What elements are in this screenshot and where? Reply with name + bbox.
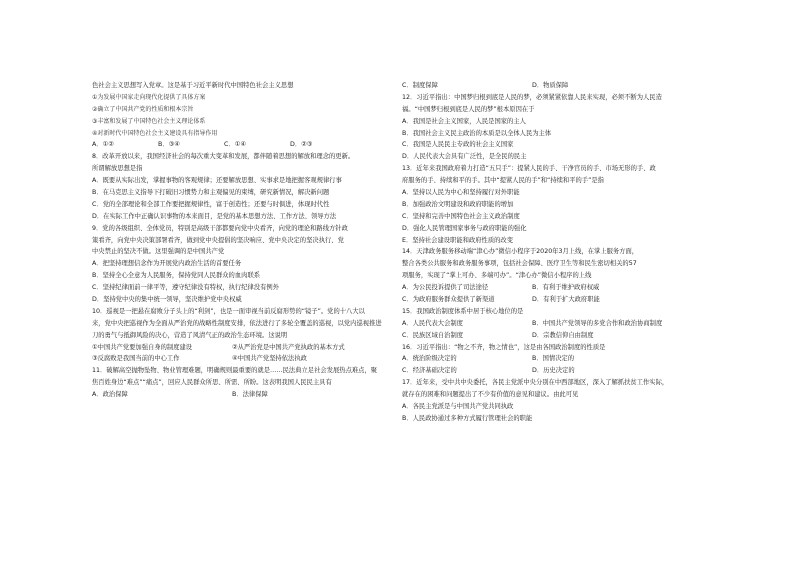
q12-block [402, 92, 720, 163]
q10-item-2: ②从严治党是中国共产党执政的基本方式 [232, 343, 345, 351]
q7-options [92, 139, 437, 151]
left-column [92, 80, 437, 401]
q13-option-b[interactable]: B．加强政治文明建设和政府职能的增加 [402, 200, 514, 208]
q10-item-3: ③反腐败是我国当前的中心工作 [92, 355, 180, 363]
q8-block [92, 151, 437, 222]
q8-option-c[interactable]: C．党的全部理论和全部工作要把握规律性，富于创造性；还要与时俱进，体现时代性 [92, 200, 330, 208]
q10-items-row-2 [92, 353, 437, 365]
q13-option-a[interactable]: A．坚持以人民为中心和坚持履行对外职能 [402, 189, 520, 197]
q12-option-d[interactable]: D．人民代表大会具有广泛性，是全民的民主 [402, 153, 527, 161]
q17-option-b[interactable]: B．人民政协通过多种方式履行管理社会的职能 [402, 414, 533, 422]
q7-item-4: ④对新时代中国特色社会主义建设具有指导作用 [92, 129, 218, 137]
q8-option-a[interactable]: A．既要从实际出发，掌握事物的客观规律；还要解放思想、实事求是地把握客观规律行事 [92, 177, 342, 185]
q7-block [92, 80, 437, 151]
q14-option-d[interactable]: D．有利于扩大政府职能 [532, 296, 600, 304]
q8-option-b[interactable]: B．在马克思主义指导下打破旧习惯势力和主观偏见的束缚，研究新情况，解决新问题 [92, 189, 330, 197]
q14-stem-3: 项服务，实现了“掌上可办、多端可办”。“津心办”微信小程序的上线 [402, 272, 592, 280]
q9-block [92, 223, 437, 306]
q7-item-3: ③丰富和发展了中国特色社会主义理论体系 [92, 117, 206, 125]
q14-options-row-1 [402, 282, 720, 294]
q10-item-1: ①中国共产党要加强自身的制度建设 [92, 343, 193, 351]
q16-option-b[interactable]: B．国情决定的 [532, 355, 575, 363]
q15-option-b[interactable]: B．中国共产党领导的多党合作和政治协商制度 [532, 319, 663, 327]
q9-stem-1: 9．党的各级组织、全体党员，特别是高级干部都要向党中央看齐，向党的理论和路线方针政 [92, 224, 348, 232]
q7-item-1: ①为发展中国家走向现代化提供了具体方案 [92, 93, 206, 101]
q13-option-d[interactable]: D．强化人民管理国家事务与政府职能的强化 [402, 224, 527, 232]
q15-options-row-1 [402, 318, 720, 330]
q8-option-d[interactable]: D．在实际工作中正确认识事物的本来面目，是党的基本思想方法、工作方法、领导方法 [92, 212, 337, 220]
q7-option-d[interactable]: D．②③ [290, 141, 313, 149]
q14-stem-2: 整合各类公共服务和政务服务事项，包括社会保障、医疗卫生等和民生密切相关的57 [402, 260, 637, 268]
q17-stem-2: 就存在的困难和问题提出了不少有价值的意见和建议。由此可见 [402, 391, 579, 399]
q7-item-2: ②确立了中国共产党的性质和根本宗旨 [92, 105, 194, 113]
q10-item-4: ④中国共产党坚持依法执政 [232, 355, 307, 363]
q16-block [402, 342, 720, 378]
q16-options-row-1 [402, 353, 720, 365]
q11-option-d[interactable]: D．物质保障 [532, 82, 569, 89]
q10-items-row-1 [92, 342, 437, 354]
q15-options-row-2 [402, 330, 720, 342]
q11-option-a[interactable]: A．政治保障 [92, 391, 128, 399]
q15-block [402, 306, 720, 342]
q12-option-a[interactable]: A．我国是社会主义国家，人民是国家的主人 [402, 117, 526, 125]
q14-option-a[interactable]: A．为公民投诉提供了司法途径 [402, 284, 489, 292]
q10-block [92, 306, 437, 365]
q14-option-b[interactable]: B．有利于维护政府权威 [532, 284, 600, 292]
q11-options [92, 389, 437, 401]
q13-option-e[interactable]: E．坚持社会建设职能和政府性质的改变 [402, 236, 514, 244]
q11-option-b[interactable]: B．法律保障 [232, 391, 268, 399]
q12-stem-2: 福。“中国梦归根到底是人民的梦”根本原因在于 [402, 105, 535, 113]
q7-stem-tail: 色社会主义思想写入党章。这是基于习近平新时代中国特色社会主义思想 [92, 82, 294, 89]
q14-stem-1: 14．天津政务服务移动端“津心办”微信小程序于2020年3月上线，在掌上服务方面， [402, 248, 639, 256]
q17-block [402, 377, 720, 425]
q9-option-b[interactable]: B．坚持全心全意为人民服务，保持党同人民群众的血肉联系 [92, 272, 261, 280]
q7-option-b[interactable]: B．③④ [158, 141, 180, 149]
q9-stem-3: 中央禁止的坚决不做。这里强调的是中国共产党 [92, 248, 225, 256]
q13-stem-1: 13．近年来我国政府着力打造“五只手”：提紧人民的手、干净官员的手、市场无形的手、政 [402, 165, 656, 173]
q10-stem-1: 10．巡视是一把悬在腐败分子头上的“利剑”，也是一面审视当前反腐形势的“镜子”。党的十八大以 [92, 307, 365, 315]
q14-option-c[interactable]: C．为政府服务群众提供了新渠道 [402, 296, 495, 304]
q9-option-a[interactable]: A．把坚持理想信念作为开展党内政治生活的首要任务 [92, 260, 242, 268]
q12-option-c[interactable]: C．我国是人民民主专政的社会主义国家 [402, 141, 514, 149]
q7-option-c[interactable]: C．①④ [224, 141, 246, 149]
q16-stem: 16．习近平指出：“物之不齐，物之情也”，这是由各国政治制度的性质是 [402, 343, 606, 351]
q9-stem-2: 策看齐，向党中央决策部署看齐，做到党中央提倡的坚决响应、党中央决定的坚决执行、党 [92, 236, 344, 244]
q15-stem: 15．我国政治制度体系中居于核心地位的是 [402, 307, 524, 315]
q9-option-c[interactable]: C．坚持纪律面前一律平等，遵守纪律没有特权，执行纪律没有例外 [92, 284, 280, 292]
q9-option-d[interactable]: D．坚持党中央的集中统一领导，坚决维护党中央权威 [92, 296, 242, 304]
q12-option-b[interactable]: B．我国社会主义民主政治的本质是以全体人民为主体 [402, 129, 552, 137]
q13-block [402, 163, 720, 246]
q11-option-c[interactable]: C．制度保障 [402, 82, 438, 89]
q10-stem-2: 来，党中央把巡视作为全面从严治党的战略性制度安排，依法进行了多轮全覆盖的巡视，以党内巡视推进 [92, 319, 382, 327]
q15-option-c[interactable]: C．民族区域自治制度 [402, 331, 464, 339]
q14-options-row-2 [402, 294, 720, 306]
q11-options-continued [402, 80, 720, 92]
q17-option-a[interactable]: A．各民主党派是与中国共产党共同执政 [402, 403, 514, 411]
q17-stem-1: 17．近年来，受中共中央委托，各民主党派中央分别在中西部地区，深入了解抓扶贫工作实际， [402, 379, 669, 387]
q16-options-row-2 [402, 365, 720, 377]
q11-stem-1: 11．破解高空抛物坠物、物业管理难题，明确规则最重要的就是……民法典立足社会发展热点难点，聚 [92, 367, 378, 375]
q11-stem-2: 焦百姓身边“难点”“痛点”，回应人民群众所思、所需、所盼。这表明我国人民民主具有 [92, 379, 332, 387]
q14-block [402, 246, 720, 305]
q12-stem-1: 12．习近平指出：中国梦归根到底是人民的梦，必须紧紧依靠人民来实现，必须不断为人民造 [402, 93, 662, 101]
q10-stem-3: 刀的勇气与抵御风险的决心，营造了风清气正的政治生态环境。这说明 [92, 331, 288, 339]
q13-option-c[interactable]: C．坚持和完善中国特色社会主义政治制度 [402, 212, 520, 220]
q16-option-a[interactable]: A．统治阶级决定的 [402, 355, 457, 363]
q15-option-a[interactable]: A．人民代表大会制度 [402, 319, 463, 327]
q16-option-c[interactable]: C．经济基础决定的 [402, 367, 457, 375]
q15-option-d[interactable]: D．宗教信仰自由制度 [532, 331, 594, 339]
right-column [402, 80, 720, 425]
q8-stem-1: 8．改革开放以来，我国经济社会的每次重大变革和发展，都伴随着思想的解放和理念的更新。 [92, 153, 355, 161]
q11-block [92, 365, 437, 401]
q13-stem-2: 府服务的手、持续和平的手。其中“提紧人民的手”和“持续和平的手”是指 [402, 177, 604, 185]
q8-stem-2: 所谓解放思想是指 [92, 165, 143, 173]
q7-option-a[interactable]: A．①② [92, 141, 114, 149]
q16-option-d[interactable]: D．历史决定的 [532, 367, 575, 375]
